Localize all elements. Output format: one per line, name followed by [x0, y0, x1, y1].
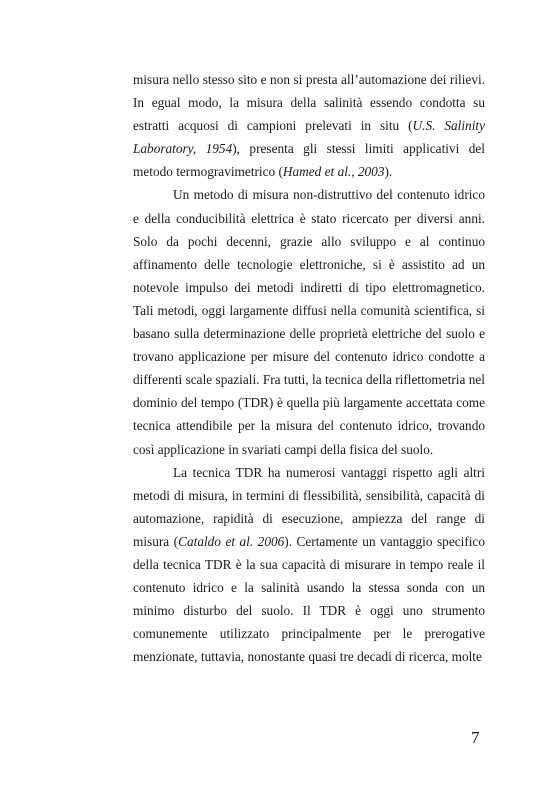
text-run: ). [384, 164, 393, 180]
paragraph-tdr-intro [133, 183, 485, 460]
citation-hamed-2003: Hamed et al., 2003 [282, 164, 385, 180]
paragraph-tdr-advantages [133, 461, 485, 669]
page-number: 7 [471, 728, 480, 747]
text-run: Un metodo di misura non-distruttivo del contenuto idrico e della conducibilità elettrica è stato ricercato per diversi anni. Solo da pochi decenni, grazie allo sviluppo e al continuo affinamento delle tecnologie elettroniche, si è assistito ad un notevole impulso dei metodi indiretti di tipo elettromagnetico. Tali metodi, oggi largamente diffusi nella comunità scientifica, si basano sulla determinazione delle proprietà elettriche del suolo e trovano applicazione per misure del contenuto idrico condotte a differenti scale spaziali. Fra tutti, la tecnica della riflettometria nel dominio del tempo (TDR) è quella più largamente accettata come tecnica attendibile per la misura del contenuto idrico, trovando così applicazione in svariati campi della fisica del suolo. [133, 187, 485, 457]
page-body [133, 68, 485, 668]
text-run: ). Certamente un vantaggio specifico della tecnica TDR è la sua capacità di misurare in tempo reale il contenuto idrico e la salinità usando la stessa sonda con un minimo disturbo del suolo. Il TDR è oggi uno strumento comunemente utilizzato principalmente per le prerogative menzionate, tuttavia, nonostante quasi tre decadi di ricerca, molte [133, 533, 485, 665]
citation-usda-1954: U.S. Salinity Laboratory, 1954 [133, 118, 485, 157]
citation-cataldo-2006: Cataldo et al. 2006 [178, 533, 285, 549]
text-run: ), presenta gli stessi limiti applicativi del metodo termogravimetrico ( [133, 141, 485, 180]
text-run: La tecnica TDR ha numerosi vantaggi rispetto agli altri metodi di misura, in termini di flessibilità, sensibilità, capacità di automazione, rapidità di esecuzione, ampiezza del range di misura ( [133, 464, 485, 549]
text-run: misura nello stesso sito e non si presta all’automazione dei rilievi. In egual modo, la misura della salinità essendo condotta su estratti acquosi di campioni prelevati in situ ( [133, 72, 485, 134]
paragraph-continuation [133, 68, 485, 183]
